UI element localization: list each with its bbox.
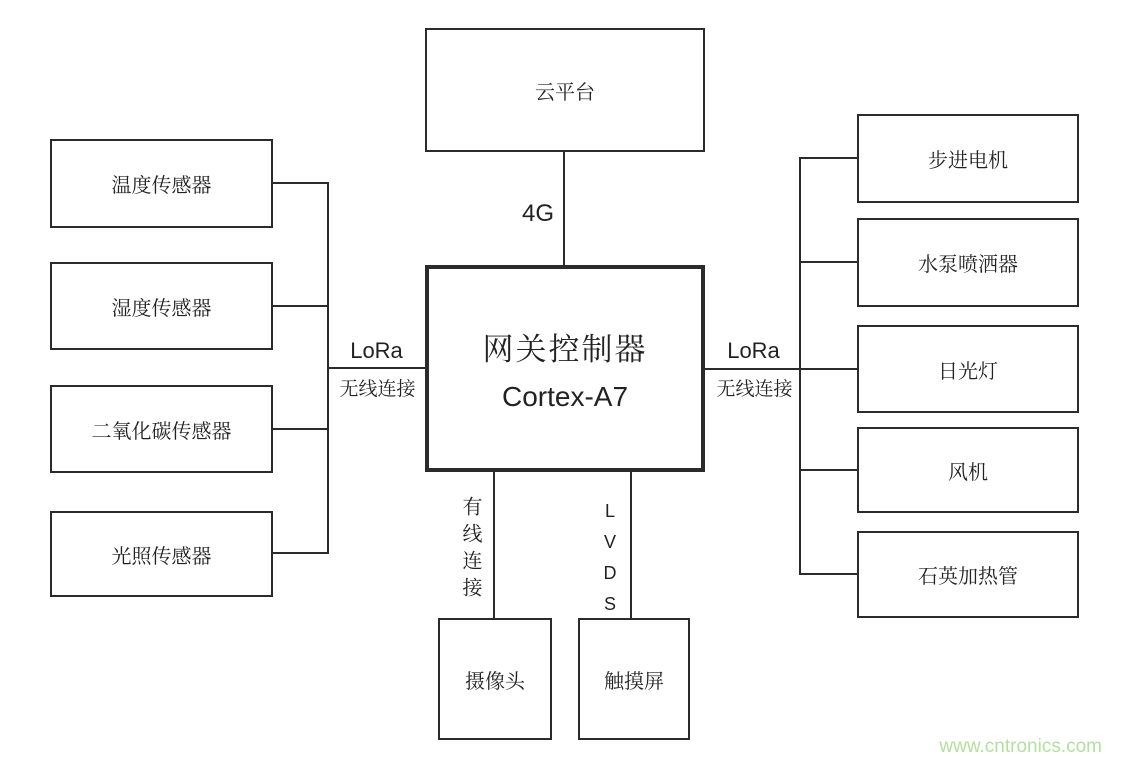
watermark: www.cntronics.com <box>939 736 1102 757</box>
connector-fan <box>799 469 857 471</box>
gateway-title: 网关控制器 <box>482 332 648 367</box>
node-cloud-platform: 云平台 <box>425 28 705 152</box>
label-4g: 4G <box>521 200 554 227</box>
node-fluorescent-lamp: 日光灯 <box>857 325 1079 413</box>
label-wireless-left: 无线连接 <box>339 379 416 400</box>
node-water-pump-sprayer: 水泵喷洒器 <box>857 218 1079 307</box>
node-camera: 摄像头 <box>438 618 552 740</box>
label-lora-right: LoRa <box>727 338 780 363</box>
label-lvds: LVDS <box>600 501 620 625</box>
node-stepper-motor: 步进电机 <box>857 114 1079 203</box>
node-quartz-heater: 石英加热管 <box>857 531 1079 618</box>
node-temperature-sensor: 温度传感器 <box>50 139 273 228</box>
node-co2-sensor: 二氧化碳传感器 <box>50 385 273 473</box>
connector-pump <box>799 261 857 263</box>
connector-camera <box>493 472 495 618</box>
connector-co2 <box>272 428 329 430</box>
node-humidity-sensor: 湿度传感器 <box>50 262 273 350</box>
label-wireless-right: 无线连接 <box>716 379 793 400</box>
node-touchscreen: 触摸屏 <box>578 618 690 740</box>
node-fan: 风机 <box>857 427 1079 513</box>
connector-touchscreen <box>630 472 632 618</box>
connector-light <box>272 552 329 554</box>
connector-left-main <box>327 367 425 369</box>
label-lora-left: LoRa <box>350 338 403 363</box>
connector-quartz <box>799 573 857 575</box>
connector-stepper <box>799 157 857 159</box>
connector-humidity <box>272 305 329 307</box>
connector-right-main <box>703 368 857 370</box>
connector-right-bus <box>799 157 801 575</box>
connector-temperature <box>272 182 329 184</box>
node-gateway <box>425 265 705 472</box>
gateway-subtitle: Cortex-A7 <box>501 381 629 412</box>
label-wired-connection: 有线连接 <box>459 496 481 604</box>
connector-cloud-gateway <box>563 152 565 265</box>
node-light-sensor: 光照传感器 <box>50 511 273 597</box>
